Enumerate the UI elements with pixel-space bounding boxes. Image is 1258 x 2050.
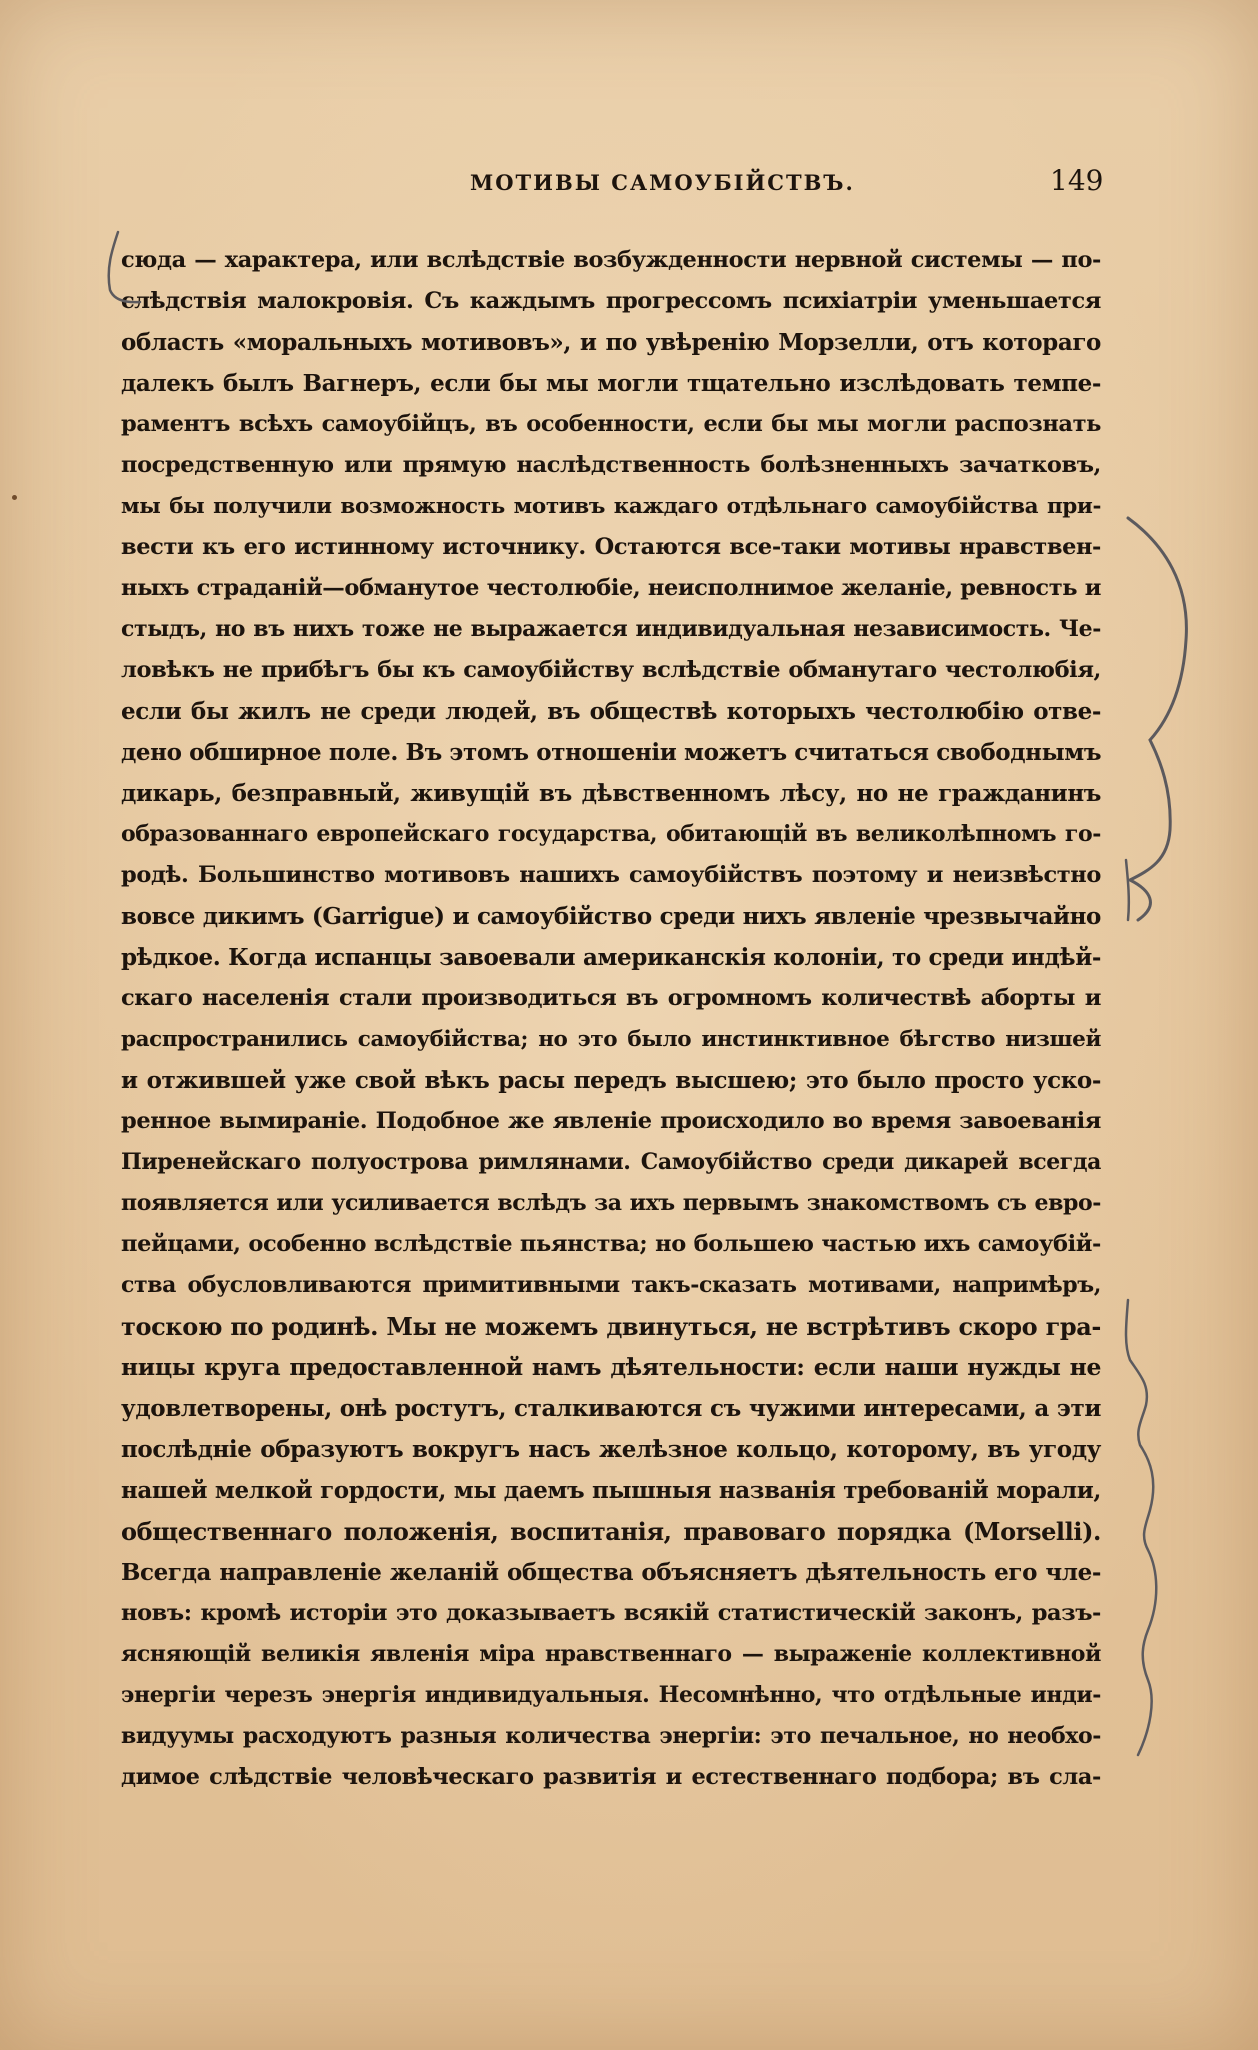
pencil-brace-lower xyxy=(1126,1300,1156,1755)
text-line: и отжившей уже свой вѣкъ расы передъ высшею; это было просто уско- xyxy=(121,1067,1101,1094)
text-line: мы бы получили возможность мотивъ каждаго отдѣльнаго самоубійства при- xyxy=(121,494,1101,519)
text-line: вести къ его истинному источнику. Остаются все-таки мотивы нравствен- xyxy=(121,534,1101,560)
text-line: новъ: кромѣ исторіи это доказываетъ всякій статистическій законъ, разъ- xyxy=(121,1600,1101,1626)
text-line: раментъ всѣхъ самоубійцъ, въ особенности, если бы мы могли распознать xyxy=(121,411,1101,437)
text-line: область «моральныхъ мотивовъ», и по увѣренію Морзелли, отъ котораго xyxy=(121,329,1101,356)
text-line: Пиренейскаго полуострова римлянами. Самоубійство среди дикарей всегда xyxy=(121,1149,1101,1175)
text-line: видуумы расходуютъ разныя количества энергіи: это печальное, но необхо- xyxy=(121,1723,1101,1749)
text-line: ренное вымираніе. Подобное же явленіе происходило во время завоеванія xyxy=(121,1108,1101,1134)
text-line: сюда — характера, или вслѣдствіе возбужденности нервной системы — по- xyxy=(121,247,1101,273)
text-line: удовлетворены, онѣ ростутъ, сталкиваются съ чужими интересами, а эти xyxy=(121,1395,1101,1422)
text-line: слѣдствія малокровія. Съ каждымъ прогрессомъ психіатріи уменьшается xyxy=(121,288,1101,314)
text-line: образованнаго европейскаго государства, обитающій въ великолѣпномъ го- xyxy=(121,821,1101,847)
margin-dot xyxy=(12,495,17,500)
text-line: если бы жилъ не среди людей, въ обществѣ которыхъ честолюбію отве- xyxy=(121,698,1101,725)
text-line: появляется или усиливается вслѣдъ за ихъ первымъ знакомствомъ съ евро- xyxy=(121,1190,1101,1216)
text-line: посредственную или прямую наслѣдственность болѣзненныхъ зачатковъ, xyxy=(121,452,1101,478)
text-line: пейцами, особенно вслѣдствіе пьянства; но большею частью ихъ самоубій- xyxy=(121,1231,1101,1257)
text-line: вовсе дикимъ (Garrigue) и самоубійство среди нихъ явленіе чрезвычайно xyxy=(121,903,1101,930)
text-line: скаго населенія стали производиться въ огромномъ количествѣ аборты и xyxy=(121,985,1101,1011)
text-line: общественнаго положенія, воспитанія, правоваго порядка (Morselli). xyxy=(121,1517,1101,1546)
page-number: 149 xyxy=(1050,164,1104,197)
text-line: тоскою по родинѣ. Мы не можемъ двинуться, не встрѣтивъ скоро гра- xyxy=(121,1312,1101,1341)
text-line: димое слѣдствіе человѣческаго развитія и естественнаго подбора; въ сла- xyxy=(121,1764,1101,1790)
text-line: дикарь, безправный, живущій въ дѣвственномъ лѣсу, но не гражданинъ xyxy=(121,780,1101,807)
body-text xyxy=(121,240,1101,1798)
running-title: МОТИВЫ САМОУБІЙСТВЪ. xyxy=(470,170,855,195)
text-line: распространились самоубійства; но это было инстинктивное бѣгство низшей xyxy=(121,1027,1101,1052)
text-line: послѣдніе образуютъ вокругъ насъ желѣзное кольцо, которому, въ угоду xyxy=(121,1436,1101,1463)
text-line: стыдъ, но въ нихъ тоже не выражается индивидуальная независимость. Че- xyxy=(121,616,1101,642)
text-line: ловѣкъ не прибѣгъ бы къ самоубійству вслѣдствіе обманутаго честолюбія, xyxy=(121,657,1101,683)
pencil-brace-upper xyxy=(1128,518,1186,920)
text-line: ясняющій великія явленія міра нравственнаго — выраженіе коллективной xyxy=(121,1641,1101,1667)
text-line: нашей мелкой гордости, мы даемъ пышныя названія требованій морали, xyxy=(121,1477,1101,1504)
text-line: Всегда направленіе желаній общества объясняетъ дѣятельность его чле- xyxy=(121,1559,1101,1586)
pencil-line xyxy=(1126,860,1129,920)
text-line: родѣ. Большинство мотивовъ нашихъ самоубійствъ поэтому и неизвѣстно xyxy=(121,862,1101,888)
text-line: дено обширное поле. Въ этомъ отношеніи можетъ считаться свободнымъ xyxy=(121,739,1102,766)
text-line: рѣдкое. Когда испанцы завоевали американскія колоніи, то среди индѣй- xyxy=(121,944,1101,971)
text-line: энергіи черезъ энергія индивидуальныя. Несомнѣнно, что отдѣльные инди- xyxy=(121,1682,1101,1708)
text-line: далекъ былъ Вагнеръ, если бы мы могли тщательно изслѣдовать темпе- xyxy=(121,370,1101,397)
text-line: ныхъ страданій—обманутое честолюбіе, неисполнимое желаніе, ревность и xyxy=(121,575,1101,601)
text-line: ницы круга предоставленной намъ дѣятельности: если наши нужды не xyxy=(121,1353,1101,1381)
text-line: ства обусловливаются примитивными такъ-сказать мотивами, напримѣръ, xyxy=(121,1272,1101,1298)
